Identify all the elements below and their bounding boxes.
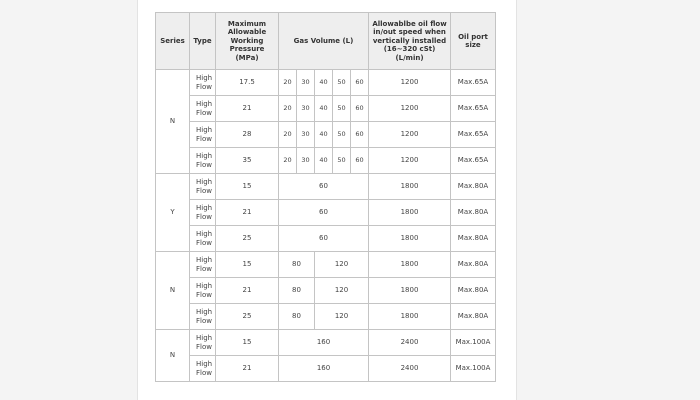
gas-volume-cell: 160 <box>279 330 369 356</box>
type-cell: High Flow <box>190 200 216 226</box>
type-cell: High Flow <box>190 330 216 356</box>
oil-port-cell: Max.80A <box>451 174 496 200</box>
oil-port-cell: Max.80A <box>451 304 496 330</box>
gas-volume-cell: 50 <box>333 70 351 96</box>
gas-volume-cell: 50 <box>333 148 351 174</box>
series-cell: Y <box>156 174 190 252</box>
oil-flow-cell: 1200 <box>369 122 451 148</box>
oil-port-cell: Max.100A <box>451 330 496 356</box>
oil-flow-cell: 1800 <box>369 174 451 200</box>
pressure-cell: 21 <box>216 96 279 122</box>
gas-volume-cell: 60 <box>351 96 369 122</box>
oil-flow-cell: 1800 <box>369 226 451 252</box>
series-cell: N <box>156 70 190 174</box>
gas-volume-cell: 40 <box>315 122 333 148</box>
oil-port-cell: Max.65A <box>451 96 496 122</box>
pressure-cell: 21 <box>216 200 279 226</box>
header-type: Type <box>190 13 216 70</box>
table-row <box>156 278 496 304</box>
type-cell: High Flow <box>190 122 216 148</box>
pressure-cell: 15 <box>216 174 279 200</box>
pressure-cell: 15 <box>216 252 279 278</box>
gas-volume-cell: 60 <box>279 226 369 252</box>
content-panel <box>137 0 517 400</box>
gas-volume-cell: 60 <box>351 148 369 174</box>
header-gas-volume: Gas Volume (L) <box>279 13 369 70</box>
pressure-cell: 21 <box>216 356 279 382</box>
header-pressure: Maximum Allowable Working Pressure (MPa) <box>216 13 279 70</box>
oil-flow-cell: 1800 <box>369 252 451 278</box>
pressure-cell: 17.5 <box>216 70 279 96</box>
type-cell: High Flow <box>190 356 216 382</box>
series-cell: N <box>156 252 190 330</box>
gas-volume-cell: 60 <box>351 122 369 148</box>
table-row <box>156 304 496 330</box>
pressure-cell: 15 <box>216 330 279 356</box>
header-series: Series <box>156 13 190 70</box>
oil-flow-cell: 1200 <box>369 96 451 122</box>
gas-volume-cell: 30 <box>297 148 315 174</box>
oil-flow-cell: 1200 <box>369 70 451 96</box>
oil-port-cell: Max.65A <box>451 70 496 96</box>
gas-volume-cell: 50 <box>333 96 351 122</box>
table-row <box>156 174 496 200</box>
gas-volume-cell: 40 <box>315 96 333 122</box>
oil-port-cell: Max.65A <box>451 148 496 174</box>
gas-volume-cell: 40 <box>315 70 333 96</box>
oil-flow-cell: 1800 <box>369 304 451 330</box>
oil-flow-cell: 1800 <box>369 278 451 304</box>
gas-volume-cell: 60 <box>279 200 369 226</box>
accumulator-spec-table <box>155 12 496 382</box>
pressure-cell: 28 <box>216 122 279 148</box>
gas-volume-cell: 120 <box>315 278 369 304</box>
pressure-cell: 21 <box>216 278 279 304</box>
pressure-cell: 35 <box>216 148 279 174</box>
table-row <box>156 96 496 122</box>
oil-port-cell: Max.80A <box>451 252 496 278</box>
gas-volume-cell: 120 <box>315 252 369 278</box>
series-cell: N <box>156 330 190 382</box>
table-row <box>156 330 496 356</box>
type-cell: High Flow <box>190 148 216 174</box>
table-row <box>156 356 496 382</box>
oil-port-cell: Max.65A <box>451 122 496 148</box>
gas-volume-cell: 20 <box>279 96 297 122</box>
type-cell: High Flow <box>190 252 216 278</box>
type-cell: High Flow <box>190 226 216 252</box>
table-row <box>156 122 496 148</box>
pressure-cell: 25 <box>216 226 279 252</box>
gas-volume-cell: 160 <box>279 356 369 382</box>
gas-volume-cell: 30 <box>297 96 315 122</box>
gas-volume-cell: 20 <box>279 148 297 174</box>
gas-volume-cell: 80 <box>279 252 315 278</box>
pressure-cell: 25 <box>216 304 279 330</box>
header-row <box>156 13 496 70</box>
type-cell: High Flow <box>190 174 216 200</box>
oil-flow-cell: 1200 <box>369 148 451 174</box>
oil-flow-cell: 2400 <box>369 356 451 382</box>
gas-volume-cell: 120 <box>315 304 369 330</box>
oil-flow-cell: 2400 <box>369 330 451 356</box>
table-row <box>156 70 496 96</box>
oil-port-cell: Max.80A <box>451 226 496 252</box>
oil-port-cell: Max.80A <box>451 278 496 304</box>
gas-volume-cell: 30 <box>297 70 315 96</box>
gas-volume-cell: 40 <box>315 148 333 174</box>
type-cell: High Flow <box>190 96 216 122</box>
table-row <box>156 200 496 226</box>
table-row <box>156 148 496 174</box>
type-cell: High Flow <box>190 304 216 330</box>
table-row <box>156 226 496 252</box>
header-oil-flow: Allowablbe oil flow in/out speed when vertically installed (16~320 cSt) (L/min) <box>369 13 451 70</box>
oil-flow-cell: 1800 <box>369 200 451 226</box>
gas-volume-cell: 50 <box>333 122 351 148</box>
type-cell: High Flow <box>190 278 216 304</box>
table-row <box>156 252 496 278</box>
oil-port-cell: Max.80A <box>451 200 496 226</box>
gas-volume-cell: 60 <box>351 70 369 96</box>
gas-volume-cell: 20 <box>279 122 297 148</box>
gas-volume-cell: 80 <box>279 304 315 330</box>
gas-volume-cell: 60 <box>279 174 369 200</box>
header-oil-port: Oil port size <box>451 13 496 70</box>
gas-volume-cell: 30 <box>297 122 315 148</box>
gas-volume-cell: 20 <box>279 70 297 96</box>
oil-port-cell: Max.100A <box>451 356 496 382</box>
type-cell: High Flow <box>190 70 216 96</box>
gas-volume-cell: 80 <box>279 278 315 304</box>
